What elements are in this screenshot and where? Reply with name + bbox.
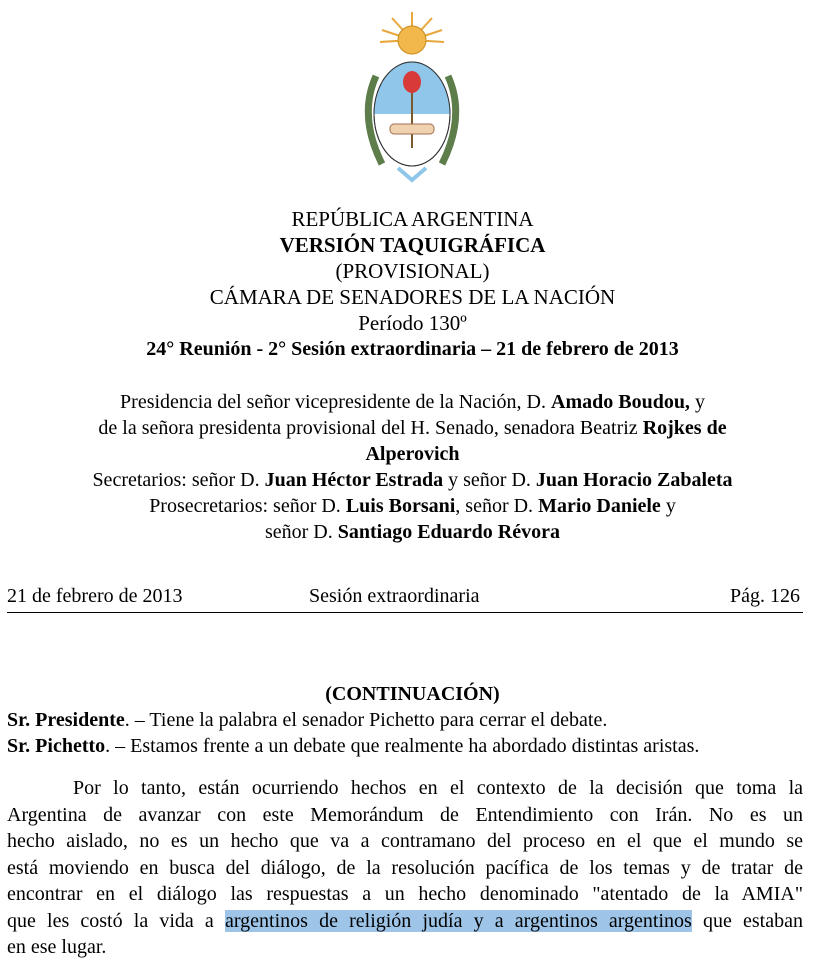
speech-pichetto: Sr. Pichetto. – Estamos frente a un debate que realmente ha abordado distintas aristas.: [7, 735, 700, 757]
session-title: 24° Reunión - 2° Sesión extraordinaria – 21 de febrero de 2013: [146, 338, 679, 360]
page-number: Pág. 126: [730, 585, 800, 607]
speech-paragraph: [7, 775, 803, 961]
paragraph-line: en ese lugar.: [7, 936, 107, 958]
secretaries-line: Secretarios: señor D. Juan Héctor Estrada y señor D. Juan Horacio Zabaleta: [92, 469, 733, 491]
paragraph-line: encontrar en el diálogo las respuestas a un hecho denominado "atentado de la AMIA": [7, 883, 803, 905]
document-type: VERSIÓN TAQUIGRÁFICA: [279, 233, 546, 257]
presidency-line-3: Alperovich: [365, 443, 460, 465]
prosecretaries-line: Prosecretarios: señor D. Luis Borsani, señor D. Mario Daniele y: [149, 495, 676, 517]
prosecretaries-line-2: señor D. Santiago Eduardo Révora: [264, 521, 560, 543]
presidency-line-1: Presidencia del señor vicepresidente de la Nación, D. Amado Boudou, y: [120, 391, 705, 413]
speech-presidente: Sr. Presidente. – Tiene la palabra el senador Pichetto para cerrar el debate.: [7, 709, 608, 731]
paragraph-line: Por lo tanto, están ocurriendo hechos en el contexto de la decisión que toma la: [73, 777, 803, 799]
country-title: REPÚBLICA ARGENTINA: [291, 207, 534, 231]
running-header-session: Sesión extraordinaria: [309, 585, 480, 607]
speaker-name: Sr. Presidente: [7, 709, 125, 731]
chamber-name: CÁMARA DE SENADORES DE LA NACIÓN: [209, 285, 616, 309]
period: Período 130º: [358, 311, 467, 335]
paragraph-line: que les costó la vida a argentinos de religión judía y a argentinos argentinos que estaban: [7, 909, 803, 932]
document-header: [0, 206, 825, 362]
paragraph-line: Argentina de avanzar con este Memorándum de Entendimiento con Irán. No es un: [7, 803, 803, 826]
running-header-date: 21 de febrero de 2013: [7, 585, 183, 607]
paragraph-line: hecho aislado, no es un hecho que va a contramano del proceso en el que el mundo se: [7, 830, 803, 852]
continuation-heading: (CONTINUACIÓN): [325, 683, 500, 705]
presidency-block: [0, 389, 825, 545]
presidency-line-2: de la señora presidenta provisional del H. Senado, senadora Beatriz Rojkes de: [98, 417, 727, 439]
running-header: [7, 582, 803, 613]
president-name: Amado Boudou,: [551, 391, 690, 413]
highlighted-text[interactable]: argentinos de religión judía y a argentinos argentinos: [224, 909, 692, 932]
argentine-coat-of-arms-icon: [352, 6, 472, 186]
provisional-president-name: Rojkes de: [642, 417, 727, 439]
paragraph-line: está moviendo en busca del diálogo, de la resolución pacífica de los temas y de tratar de: [7, 856, 803, 879]
document-status: (PROVISIONAL): [335, 259, 490, 283]
speaker-name: Sr. Pichetto: [7, 735, 106, 757]
